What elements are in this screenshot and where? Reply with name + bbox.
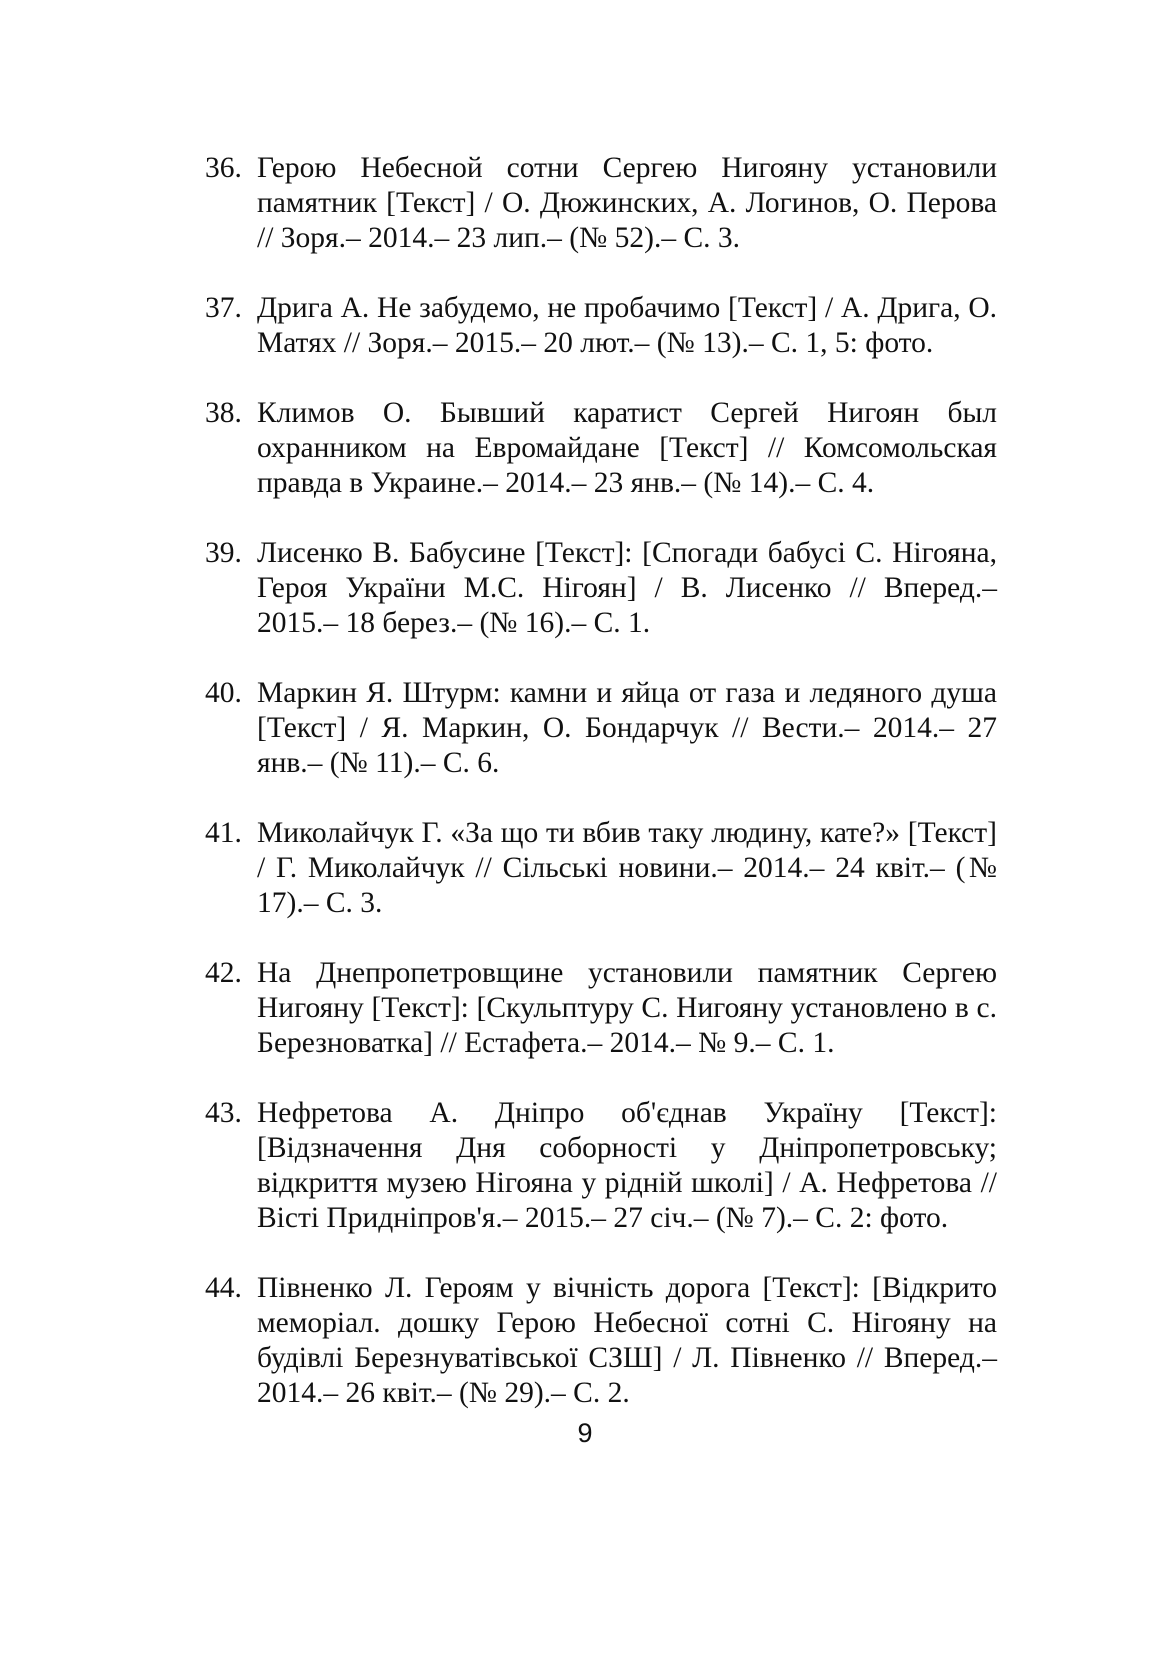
bibliography-entry — [205, 676, 997, 781]
bibliography-entry — [205, 816, 997, 921]
entry-text: Нефретова А. Дніпро об'єднав Україну [Текст]: [Відзначення Дня соборності у Дніпропетровську; відкриття музею Нігояна у рідній школі] / А. Нефретова // Вісті Придніпров'я.– 2015.– 27 січ.– (№ 7).– С. 2: фото. — [257, 1097, 997, 1234]
entry-text: Лисенко В. Бабусине [Текст]: [Спогади бабусі С. Нігояна, Героя України М.С. Нігоян] / В. Лисенко // Вперед.– 2015.– 18 берез.– (№ 16).– С. 1. — [257, 537, 997, 639]
entry-text: На Днепропетровщине установили памятник Сергею Нигояну [Текст]: [Скульптуру С. Нигояну установлено в с. Березноватка] // Естафета.– 2014.– № 9.– С. 1. — [257, 957, 997, 1059]
bibliography-entry — [205, 1096, 997, 1236]
entry-number: 42. — [205, 957, 242, 989]
bibliography-entry — [205, 1271, 997, 1411]
bibliography-entry — [205, 291, 997, 361]
entry-number: 38. — [205, 397, 242, 429]
entry-text: Півненко Л. Героям у вічність дорога [Текст]: [Відкрито меморіал. дошку Герою Небесної сотні С. Нігояну на будівлі Березнуватівської СЗШ] / Л. Півненко // Вперед.– 2014.– 26 квіт.– (№ 29).– С. 2. — [257, 1272, 997, 1409]
entry-number: 41. — [205, 817, 242, 849]
entry-number: 37. — [205, 292, 242, 324]
bibliography-entry — [205, 396, 997, 501]
entry-text: Климов О. Бывший каратист Сергей Нигоян был охранником на Евромайдане [Текст] // Комсомольская правда в Украине.– 2014.– 23 янв.– (№ 14).– С. 4. — [257, 397, 997, 499]
bibliography-list — [205, 151, 997, 1446]
entry-text: Миколайчук Г. «За що ти вбив таку людину, кате?» [Текст] / Г. Миколайчук // Сільські новини.– 2014.– 24 квіт.– (№ 17).– С. 3. — [257, 817, 997, 919]
entry-number: 40. — [205, 677, 242, 709]
entry-number: 39. — [205, 537, 242, 569]
page-number: 9 — [577, 1418, 593, 1448]
bibliography-entry — [205, 956, 997, 1061]
entry-text: Герою Небесной сотни Сергею Нигояну установили памятник [Текст] / О. Дюжинских, А. Логинов, О. Перова // Зоря.– 2014.– 23 лип.– (№ 52).– С. 3. — [257, 152, 997, 254]
entry-number: 44. — [205, 1272, 242, 1304]
entry-text: Маркин Я. Штурм: камни и яйца от газа и ледяного душа [Текст] / Я. Маркин, О. Бондарчук // Вести.– 2014.– 27 янв.– (№ 11).– С. 6. — [257, 677, 997, 779]
bibliography-entry — [205, 536, 997, 641]
entry-text: Дрига А. Не забудемо, не пробачимо [Текст] / А. Дрига, О. Матях // Зоря.– 2015.– 20 лют.– (№ 13).– С. 1, 5: фото. — [257, 292, 997, 359]
bibliography-entry — [205, 151, 997, 256]
entry-number: 36. — [205, 152, 242, 184]
entry-number: 43. — [205, 1097, 242, 1129]
